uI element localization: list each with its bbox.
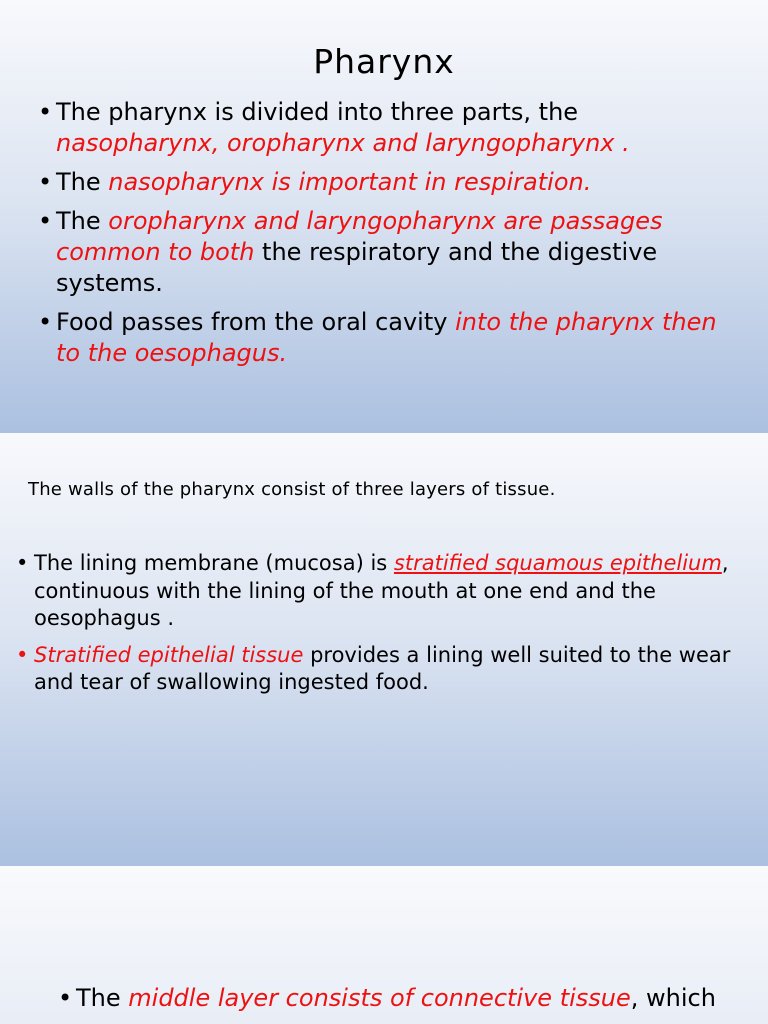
bullet-text: , which (630, 984, 716, 1012)
bullet-text: , continuous with the lining of the mouth at one end and the oesophagus . (34, 551, 729, 630)
bullet-text: The (76, 984, 129, 1012)
emphasis-link-text: stratified squamous epithelium (393, 551, 722, 575)
list-item (38, 167, 718, 198)
bullet-marker: • (16, 642, 29, 667)
bullet-text: The lining membrane (mucosa) is (34, 551, 394, 575)
list-item (38, 97, 718, 159)
list-item (16, 642, 736, 697)
bullet-text: the respiratory and the digestive systems. (56, 238, 658, 297)
slide-middle-layer (0, 866, 768, 1024)
slide-pharynx-overview (0, 0, 768, 433)
list-item (58, 983, 738, 1014)
slide-title: Pharynx (313, 42, 455, 81)
bullet-text: provides a lining well suited to the wear and tear of swallowing ingested food. (34, 642, 731, 694)
bullet-text: The (56, 168, 109, 196)
bullet-marker: • (38, 168, 53, 196)
bullet-marker: • (38, 98, 53, 126)
intro-text: The walls of the pharynx consist of three layers of tissue. (28, 479, 556, 500)
emphasis-text: into the pharynx then to the oesophagus. (56, 308, 717, 367)
list-item (38, 206, 718, 299)
bullet-marker: • (58, 984, 73, 1012)
emphasis-text: nasopharynx, oropharynx and laryngopharynx . (56, 129, 630, 157)
bullet-list (16, 550, 736, 706)
emphasis-text: middle layer consists of connective tissue (128, 984, 631, 1012)
list-item (16, 550, 736, 633)
emphasis-text: oropharynx and laryngopharynx are passages common to both (56, 207, 663, 266)
list-item (38, 307, 718, 369)
bullet-text: The (56, 207, 109, 235)
bullet-list (38, 97, 718, 377)
bullet-text: Food passes from the oral cavity (56, 308, 456, 336)
bullet-list (58, 983, 738, 1014)
bullet-marker: • (38, 207, 53, 235)
bullet-text: The pharynx is divided into three parts, the (56, 98, 579, 126)
bullet-marker: • (38, 308, 53, 336)
emphasis-text: nasopharynx is important in respiration. (108, 168, 592, 196)
emphasis-text: Stratified epithelial tissue (34, 642, 304, 667)
slide-pharynx-walls (0, 433, 768, 866)
bullet-marker: • (16, 551, 29, 575)
